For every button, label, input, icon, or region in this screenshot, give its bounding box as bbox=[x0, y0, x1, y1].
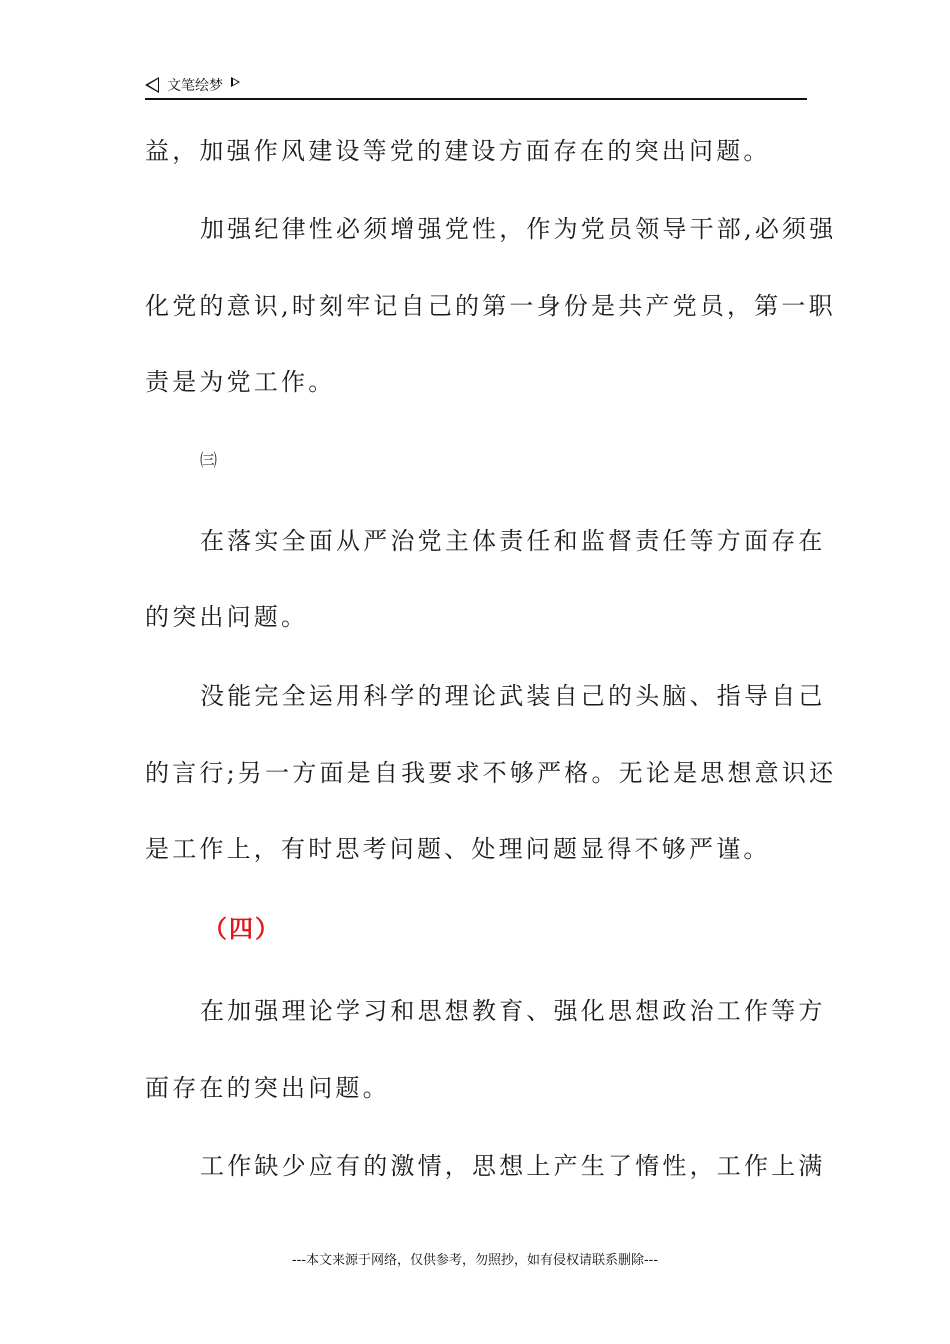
footer-notice: ---本文来源于网络，仅供参考，勿照抄，如有侵权请联系删除--- bbox=[291, 1253, 659, 1268]
paragraph-line: 面存在的突出问题。 bbox=[145, 1074, 390, 1102]
paragraph-line: 加强纪律性必须增强党性，作为党员领导干部,必须强 bbox=[200, 215, 837, 243]
paragraph-line: 在加强理论学习和思想教育、强化思想政治工作等方 bbox=[200, 997, 826, 1025]
section-heading-4: （四） bbox=[203, 915, 281, 943]
paragraph-line: 工作缺少应有的激情，思想上产生了惰性，工作上满 bbox=[200, 1152, 826, 1180]
paragraph-line: 责是为党工作。 bbox=[145, 368, 336, 396]
header-brand: 文笔绘梦 bbox=[167, 78, 223, 94]
page-header bbox=[145, 72, 807, 100]
paragraph-line: 的言行;另一方面是自我要求不够严格。无论是思想意识还 bbox=[145, 759, 837, 787]
paragraph-line: 在落实全面从严治党主体责任和监督责任等方面存在 bbox=[200, 527, 826, 555]
paragraph-line: 化党的意识,时刻牢记自己的第一身份是共产党员，第一职 bbox=[145, 292, 836, 320]
paragraph-line: 没能完全运用科学的理论武装自己的头脑、指导自己 bbox=[200, 682, 826, 710]
paragraph-line: 是工作上，有时思考问题、处理问题显得不够严谨。 bbox=[145, 835, 771, 863]
section-number-3: ㈢ bbox=[200, 451, 217, 471]
paragraph-line: 益，加强作风建设等党的建设方面存在的突出问题。 bbox=[145, 137, 771, 165]
triangle-right-icon bbox=[231, 77, 240, 87]
triangle-left-icon bbox=[145, 77, 159, 93]
paragraph-line: 的突出问题。 bbox=[145, 603, 309, 631]
